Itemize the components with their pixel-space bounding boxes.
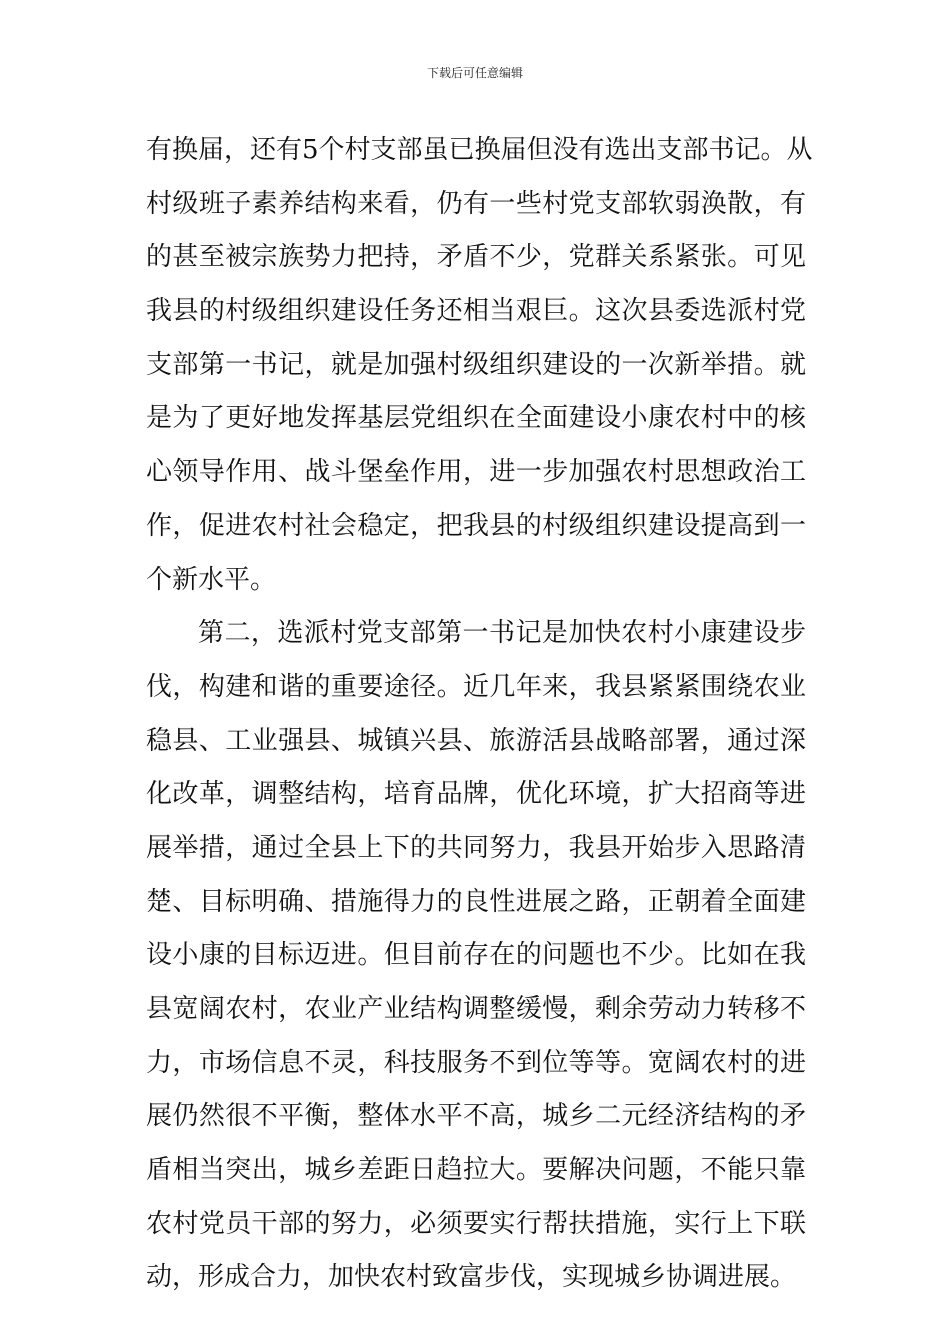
- text-line: 展仍然很不平衡，整体水平不高，城乡二元经济结构的矛: [146, 1101, 806, 1132]
- text-line: 村级班子素养结构来看，仍有一些村党支部软弱涣散，有: [146, 188, 806, 219]
- document-body: [146, 124, 813, 1305]
- text-line: 作，促进农村社会稳定，把我县的村级组织建设提高到一: [146, 510, 806, 541]
- text-line: 力，市场信息不灵，科技服务不到位等等。宽阔农村的进: [146, 1047, 806, 1078]
- text-line: 有换届，还有5个村支部虽已换届但没有选出支部书记。从: [146, 135, 813, 165]
- text-line: 楚、目标明确、措施得力的良性进展之路，正朝着全面建: [146, 886, 806, 917]
- text-line: 农村党员干部的努力，必须要实行帮扶措施，实行上下联: [146, 1208, 806, 1239]
- text-line: 稳县、工业强县、城镇兴县、旅游活县战略部署，通过深: [146, 725, 806, 756]
- text-line: 伐，构建和谐的重要途径。近几年来，我县紧紧围绕农业: [146, 671, 806, 702]
- text-line: 盾相当突出，城乡差距日趋拉大。要解决问题，不能只靠: [146, 1155, 806, 1186]
- text-line: 的甚至被宗族势力把持，矛盾不少，党群关系紧张。可见: [146, 242, 806, 273]
- text-line: 县宽阔农村，农业产业结构调整缓慢，剩余劳动力转移不: [146, 994, 806, 1024]
- text-line: 个新水平。: [146, 564, 277, 595]
- text-line: 展举措，通过全县上下的共同努力，我县开始步入思路清: [146, 832, 806, 863]
- text-line: 是为了更好地发挥基层党组织在全面建设小康农村中的核: [146, 403, 806, 434]
- text-line: 设小康的目标迈进。但目前存在的问题也不少。比如在我: [146, 940, 806, 971]
- text-line: 心领导作用、战斗堡垒作用，进一步加强农村思想政治工: [146, 457, 806, 488]
- text-line: 支部第一书记，就是加强村级组织建设的一次新举措。就: [146, 349, 806, 380]
- text-line: 化改革，调整结构，培育品牌，优化环境，扩大招商等进: [146, 779, 806, 810]
- text-line: 第二，选派村党支部第一书记是加快农村小康建设步: [198, 618, 806, 649]
- paragraph-2: [146, 607, 806, 1305]
- text-line: 我县的村级组织建设任务还相当艰巨。这次县委选派村党: [146, 296, 806, 327]
- paragraph-1: [146, 124, 813, 607]
- page-header: 下载后可任意编辑: [426, 66, 523, 80]
- text-line: 动，形成合力，加快农村致富步伐，实现城乡协调进展。: [146, 1262, 797, 1293]
